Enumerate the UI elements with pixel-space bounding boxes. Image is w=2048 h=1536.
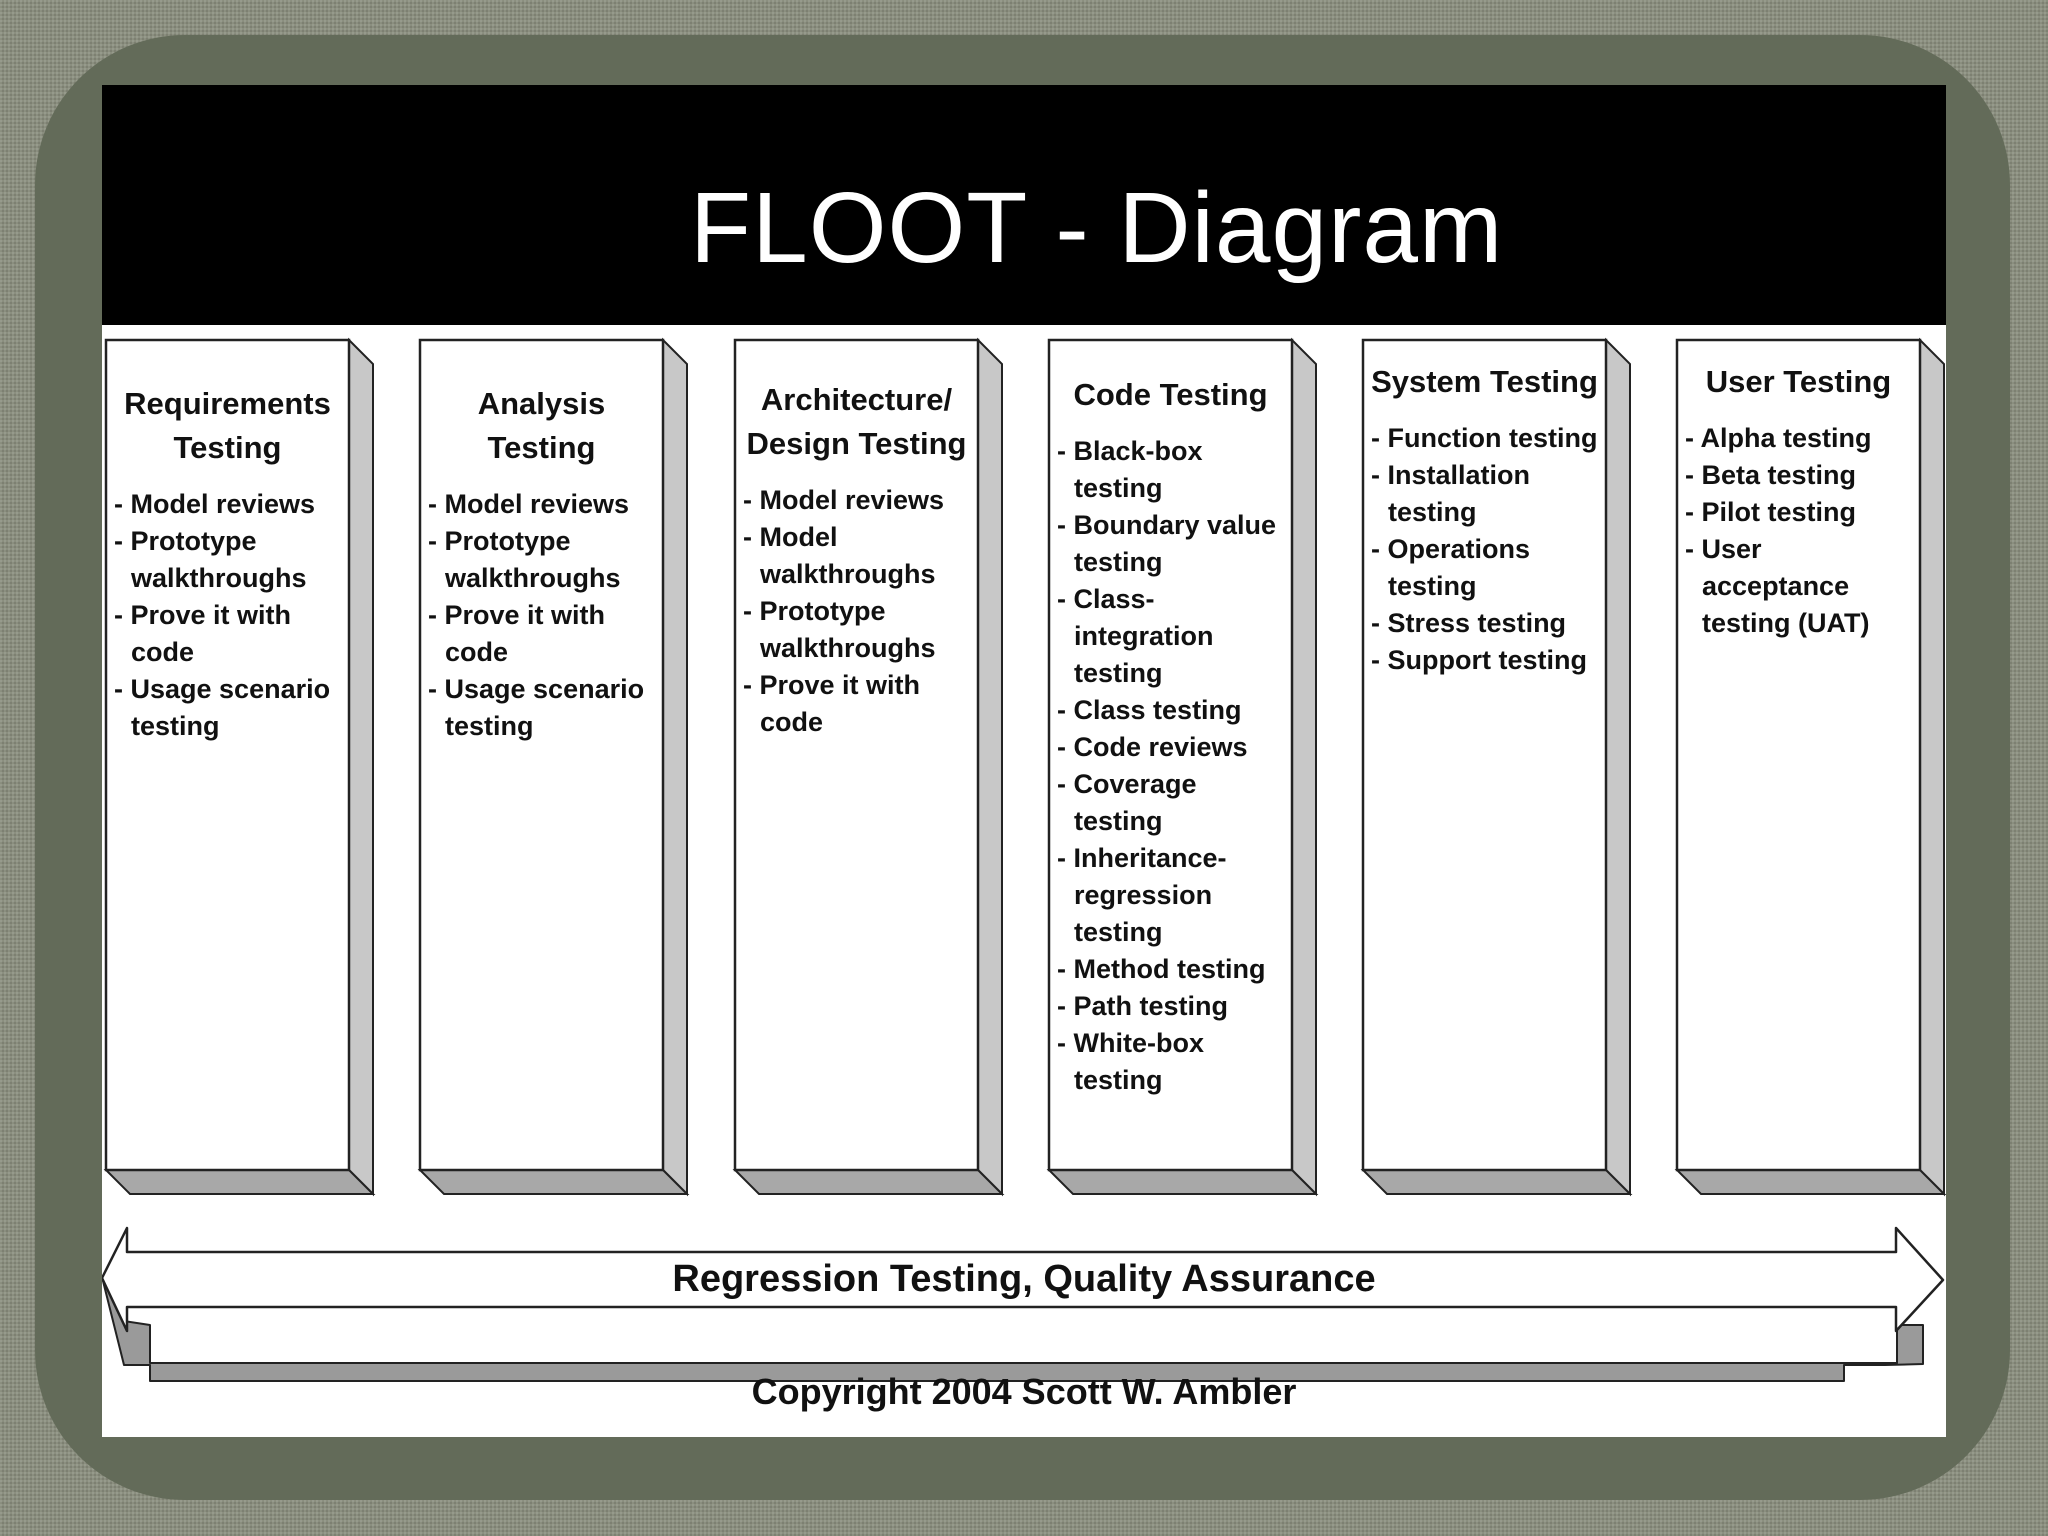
column-item: - Beta testing [1685,460,1857,490]
column-item-list [743,482,970,741]
column-content-5 [1371,360,1598,679]
column-item: - Prototype walkthroughs [428,526,621,593]
column-title: User Testing [1705,364,1892,399]
column-item: - Alpha testing [1685,423,1872,453]
column-item: - Prototype walkthroughs [743,596,936,663]
column-bottom-face [735,1170,1002,1194]
column-item: - Prove it with code [114,600,292,667]
column-item: - User acceptance testing (UAT) [1685,534,1870,638]
diagram-area [102,325,1946,1437]
column-side-face [1606,340,1630,1194]
column-item-list [1371,420,1598,679]
column-bottom-face [106,1170,373,1194]
column-side-face [1292,340,1316,1194]
column-item: - Class-integration testing [1057,584,1214,688]
column-item-list [114,486,341,745]
column-side-face [978,340,1002,1194]
column-item-list [428,486,655,745]
column-title: Analysis Testing [477,386,606,465]
column-title: Architecture/ Design Testing [746,382,967,461]
column-item: - Prove it with code [428,600,606,667]
column-item: - Coverage testing [1057,769,1197,836]
regression-arrow-label: Regression Testing, Quality Assurance [672,1258,1376,1300]
slide-title: FLOOT - Diagram [690,172,1504,284]
column-item-list [1057,433,1284,1099]
column-item: - Boundary value testing [1057,510,1277,577]
column-item: - Prototype walkthroughs [114,526,307,593]
column-content-2 [428,382,655,745]
column-item: - Stress testing [1371,608,1567,638]
column-bottom-face [420,1170,687,1194]
column-item: - Path testing [1057,991,1229,1021]
copyright-text: Copyright 2004 Scott W. Ambler [751,1371,1297,1412]
column-item: - Support testing [1371,645,1587,675]
column-bottom-face [1049,1170,1316,1194]
column-item: - Model walkthroughs [743,522,936,589]
column-content-4 [1057,373,1284,1099]
column-title: System Testing [1371,364,1598,399]
column-bottom-face [1363,1170,1630,1194]
column-item: - Model reviews [114,489,316,519]
column-side-face [1920,340,1944,1194]
column-content-3 [743,378,970,741]
column-item: - Code reviews [1057,732,1248,762]
column-item: - Method testing [1057,954,1266,984]
column-side-face [349,340,373,1194]
column-item: - Black-box testing [1057,436,1203,503]
column-content-6 [1685,360,1912,642]
column-item: - Function testing [1371,423,1598,453]
column-item: - Pilot testing [1685,497,1856,527]
column-item: - Model reviews [428,489,630,519]
column-item: - Model reviews [743,485,945,515]
column-content-1 [114,382,341,745]
column-item: - Usage scenario testing [428,674,645,741]
column-item: - Usage scenario testing [114,674,331,741]
column-bottom-face [1677,1170,1944,1194]
column-title: Code Testing [1073,377,1268,412]
column-title: Requirements Testing [124,386,331,465]
column-item-list [1685,420,1912,642]
column-item: - White-box testing [1057,1028,1204,1095]
column-item: - Prove it with code [743,670,921,737]
column-item: - Class testing [1057,695,1242,725]
column-side-face [663,340,687,1194]
column-item: - Installation testing [1371,460,1531,527]
column-item: - Operations testing [1371,534,1531,601]
column-item: - Inheritance-regression testing [1057,843,1227,947]
